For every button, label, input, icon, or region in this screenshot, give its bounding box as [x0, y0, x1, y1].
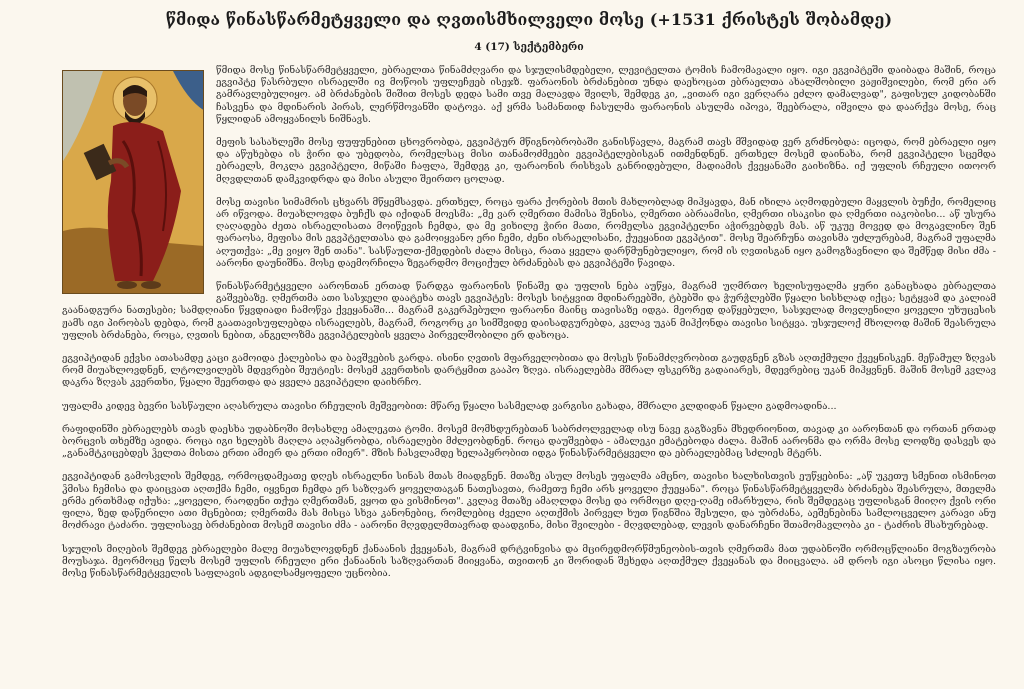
- paragraph-1: წმიდა მოსე წინასწარმეტყველი, ებრაელთა წინამძღვარი და სჯულისმდებელი, ლევიტელთა ტომის ჩამომავალი იყო. იგი ეგვიპტეში დაიბადა მაშინ, როცა ეგვიპტე წასრბული ისრაელში ივ მოწოის უფლეჩჟებ ისეჯზ. ფარაონის ბრძანებით უნდა დაეხოცათ ებრაელთა ახალშობილი ვაჟიშვილები, რომ ერი არ გამრავლებულიყო. ამ ბრძანების შიშით მოსეს დედა სამი თვე მალავდა შვილს, შემდეგ კი, „ვითარ იგი ვერღარა ეძლო დამალვად", გაფისულ კიდობანში ჩასვენა და მდინარის პირას, ლერწმოვანში დატოვა. აქ ყრმა სამანთიდ ჩასულმა ფარაონის ასულმა იპოვა, შეებრალა, იშვილა და დაარქვა მოსე, რაც წყლიდან ამოყვანილს ნიშნავს.: [216, 65, 996, 125]
- saint-moses-icon: [62, 70, 204, 294]
- paragraph-9: სჯულის მიღების შემდეგ ებრაელები მალე მიუახლოვდნენ ქანაანის ქვეყანას, მაგრამ დრტვინვისა და მცირედმორწმუნეობის-თვის ღმერთმა მათ უდაბნოში ორმოცწლიანი მოგზაურობა მოუსაჯა. მეორმოცე წელს მოსემ უფლის რჩეული ერი ქანაანის საზღვართან მიიყვანა, თვითონ კი შორიდან შეხედა აღთქმულ ქვეყანას და მიიცვალა. ამ დროს იგი ასოცი წლისა იყო. მოსე წინასწარმეტყველის საფლავის ადგილსამყოფელი უცნობია.: [62, 543, 996, 579]
- paragraph-3: მოსე თავისი სიმამრის ცხვარს მწყემსავდა. ერთხელ, როცა ფარა ქორების მთის მახლობლად მიჰყავდა, მან იხილა აღმოდებული მაყვლის ბუჩქი, რომელიც არ იწვოდა. მიუახლოვდა ბუჩქს და იქიდან მოესმა: „მე ვარ ღმერთი მამისა შენისა, ღმერთი აბრაამისი, ღმერთი ისაკისი და ღმერთი იაკობისი... აწ უსურა ღაღადება ძეთა ისრაელისათა მოიწევის ჩემდა, და მე ვიხილე ჭირი მათი, რომელსა ეგვიპტელნი აჭირვებდეს მას. აწ უკუე მოვედ და მოგავლინო შენ ფარაოსა, მეფისა მის ეგვპტელთასა და გამოიყვანო ერი ჩემი, ძენი ისრაელისანი, ქუეყანით ეგვპტით". მოსე შეარჩუნა თავისმა უძლურებამ, მაგრამ უფალმა აღუთქვა: „მე ვიყო შენ თანა". სასწაულთ-ქმედების ძალა მისცა, რათა ყველა დარწმუნებულიყო, რომ ის ღვთისგან იყო გამოგზავნილი და შემწედ მისი ძმა - აარონი დაუნიშნა. მოსე დაემორჩილა ზეგარდმო მოციქულ ბრძანებას და ეგვიპტეში წავიდა.: [216, 196, 996, 269]
- paragraph-7: რაფიდინში ებრაელებს თავს დაესხა უდაბნოში მოსახლე ამალეკთა ტომი. მოსემ მომხდურებთან საბრძოლველად ისუ ნავე გაგზავნა მხედრიონით, თავად კი აარონთან და ორთან ერთად ბორცვის თხემზე ავიდა. როცა იგი ხელებს მაღლა აღაპყრობდა, ისრაელები მძლეობდნენ. როცა დაუშვებდა - ამალეკი ემატებოდა ძალა. მაშინ აარონმა და ორმა მოსე ლოდზე დასვეს და „განამტკიცებდეს ჴელთა მისთა ერთი ამიერ და ერთი იმიერ". მზის ჩასვლამდე ხელაპყრობით იდგა წინასწარმეტყველი და ებრაელებმაც სძლიეს მტერს.: [62, 423, 996, 460]
- page-title: წმიდა წინასწარმეტყველი და ღვთისმხილველი მოსე (+1531 ქრისტეს შობამდე): [165, 10, 893, 29]
- paragraph-5: ეგვიპტიდან ექვსი ათასამდე კაცი გამოიდა ქალებისა და ბავშვების გარდა. ისინი ღვთის მფარველობითა და მოსეს წინამძღვრობით გაუდგნენ გზას აღთქმული ქვეყნისკენ. მეწამულ ზღვას რომ მიუახლოვდნენ, ლტოლვილებს მდევრები შეუტიეს: მოსემ კვერთხის დარტყმით გააპო ზღვა. ისრაელებმა მშრალ ფსკერზე გადაიარეს, მდევრებიც უკან მიჰყვნენ. მაშინ მოსემ კვლავ დაკრა ზღვას კვერთხი, წყალი შეერთდა და ყველა ეგვიპტელი დაიხრჩო.: [62, 353, 996, 389]
- paragraph-2: მეფის სასახლეში მოსე ფუფუნებით ცხოვრობდა, ეგვიპტურ მწიგნობრობაში განისწავლა, მაგრამ თავს მშვიდად ვერ გრძნობდა: იცოდა, რომ ებრაელი იყო და აწუხებდა ის ჭირი და უბედობა, რომელსაც მისი თანამოძმეები ეგვიპტელებისგან ითმენდნენ. ერთხელ მოსემ დაინახა, რომ ეგვიპტელი სცემდა ებრაელს, მოკლა ეგვიპტელი, მიწაში ჩაფლა, შემდეგ კი, ფარაონის რისხვას განრიდებული, მადიამის ქვეყანაში გაიხიზნა. იქ უფლის რჩეული ითოორ მღვდლთან დამკვიდრდა და მისი ასული შეირთო ცოლად.: [216, 137, 996, 185]
- icon-artwork: [63, 71, 204, 294]
- paragraph-4: წინასწარმეტყველი აარონთან ერთად წარდგა ფარაონის წინაშე და უფლის ნება აუწყა, მაგრამ უღმრთო ხელისუფალმა ყური განაცხადა ებრაელთა გაშვებაზე. ღმერთმა ათი სასჯელი დაატეხა თავს ეგვიპტეს: მოსეს სიტყვით მდინარეებში, ტბებში და ჭურჭლებში წყალი სისხლად იქცა; სეტყვამ და კალიამ გაანადგურა ნათესები; სამდღიანი წყვდიადი ჩამოწვა ქვეყანაში... მაგრამ გაკერპებული ფარაონი მაინც თავისაზე იდგა. მეორედ დაწყებული, სასჯელად მოვლენილი ყოველი უხუცესის ჟამს იგი პირობას დებდა, რომ გაათავისუფლებდა ისრაელებს, მაგრამ, როგორც კი სიმშვიდე დაისადგურებდა, კვლავ უკან მიჰქონდა თავისი სიტყვა. უსჯულოქ მხოლოდ მაშინ შეასრულა უფლის ბრძანება, როცა, ღვთის ნებით, ანგელოზმა ეგვიპტელების ყველა პირველშობილი ერ დახოცა.: [62, 281, 996, 341]
- feast-date: 4 (17) სექტემბერი: [474, 41, 584, 53]
- paragraph-8: ეგვიპტიდან გამოსვლის შემდეგ, ორმოცდამეათე დღეს ისრაელნი სინას მთას მიადგნენ. მთაზე ასულ მოსეს უფალმა ამცნო, თავისი ხალხისთვის ეუწყებინა: „აწ უკეთუ სმენით ისმინოთ ჴმისა ჩემისა და დაიცვათ აღთქმა ჩემი, იყვნეთ ჩემდა ერ საზღვარ ყოველთაგან ნათესავთა, რამეთუ ჩემი არს ყოველი ქუეყანა". როცა წინასწარმეტყველმა ბრძანება შეასრულა, მთელმა ერმა ერთხმად იქუხა: „ყოველი, რაოდენი თქუა ღმერთმან, ვყოთ და ვისმინოთ". კვლავ მთაზე ამაღლდა მოსე და ორმოცი დღე-ღამე იმარხულა, რის შემდეგაც უფლისგან მიიღო ქვის ორი ფილა, ზედ დაწერილი ათი მცნებით; ღმერთმა მას მისცა სხვა კანონებიც, რომლებიც ძველი აღთქმის პირველ ხუთ წიგნშია შესული, და უბრძანა, აეშენებინა სამლოცველო კარავი ანუ მოძრავი ტაძარი. უფლისავე ბრძანებით მოსემ თავისი ძმა - აარონი მღვდელმთავრად დაადგინა, მისი შვილები - მღვდლებად, ლევის დანარჩენი შთამომავლობა კი - ტაძრის მსახურებად.: [62, 471, 996, 532]
- paragraph-6: უფალმა კიდევ ბევრი სასწაული აღასრულა თავისი რჩეულის მეშვეობით: მწარე წყალი სასმელად ვარგისი გახადა, მშრალი კლდიდან წყალი გადმოადინა...: [62, 400, 837, 412]
